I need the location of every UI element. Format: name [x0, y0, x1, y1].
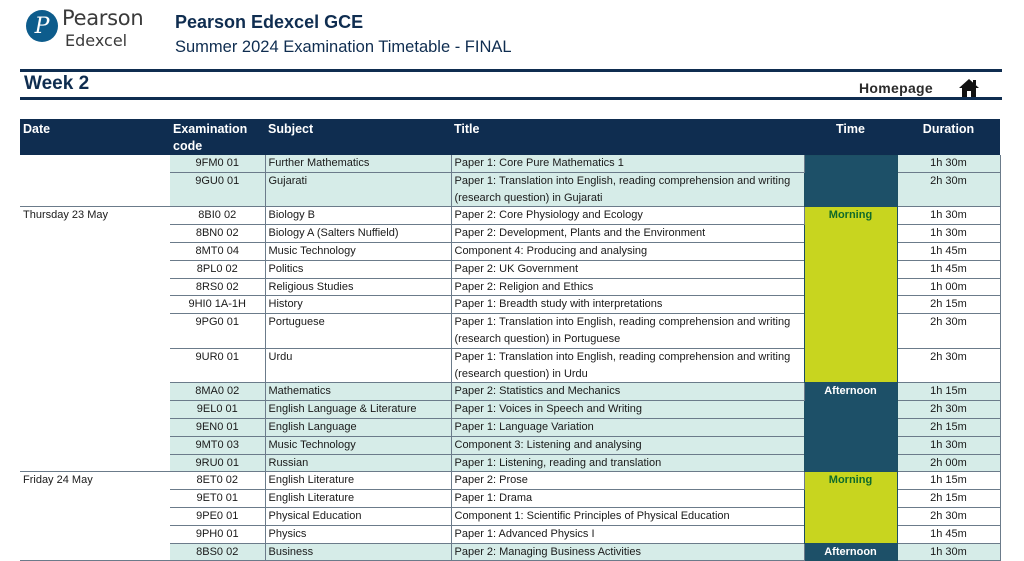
duration-cell: 2h 30m [897, 348, 1000, 383]
duration-cell: 2h 30m [897, 401, 1000, 419]
logo-line2: Edexcel [65, 31, 128, 50]
time-cell [804, 155, 897, 207]
exam-code-cell: 9PG0 01 [170, 314, 265, 349]
title-cell: Paper 1: Breadth study with interpretations [451, 296, 804, 314]
title-cell: Paper 1: Advanced Physics I [451, 525, 804, 543]
duration-cell: 1h 30m [897, 155, 1000, 172]
duration-cell: 2h 00m [897, 454, 1000, 472]
exam-code-cell: 9HI0 1A-1H [170, 296, 265, 314]
exam-code-cell: 8MA0 02 [170, 383, 265, 401]
col-header-date: Date [20, 119, 170, 155]
subject-cell: Portuguese [265, 314, 451, 349]
logo-line1: Pearson [62, 6, 144, 30]
subject-cell: Gujarati [265, 172, 451, 207]
exam-code-cell: 8BN0 02 [170, 225, 265, 243]
exam-code-cell: 9MT0 03 [170, 436, 265, 454]
col-header-title: Title [451, 119, 804, 155]
subject-cell: Religious Studies [265, 278, 451, 296]
duration-cell: 1h 30m [897, 207, 1000, 225]
subject-cell: Mathematics [265, 383, 451, 401]
duration-cell: 2h 15m [897, 296, 1000, 314]
exam-code-cell: 9FM0 01 [170, 155, 265, 172]
title-cell: Paper 1: Translation into English, reading comprehension and writing (research question) in Gujarati [451, 172, 804, 207]
duration-cell: 1h 00m [897, 278, 1000, 296]
title-cell: Paper 1: Listening, reading and translation [451, 454, 804, 472]
subject-cell: Biology B [265, 207, 451, 225]
subject-cell: English Language & Literature [265, 401, 451, 419]
time-cell: Afternoon [804, 543, 897, 561]
duration-cell: 2h 15m [897, 418, 1000, 436]
table-header-row [20, 119, 1000, 155]
subject-cell: English Literature [265, 472, 451, 490]
timetable [20, 119, 1001, 561]
title-cell: Paper 2: Development, Plants and the Environment [451, 225, 804, 243]
home-icon[interactable] [958, 78, 980, 98]
title-cell: Component 1: Scientific Principles of Physical Education [451, 507, 804, 525]
week-heading: Week 2 [24, 73, 90, 94]
duration-cell: 2h 30m [897, 507, 1000, 525]
exam-code-cell: 9EL0 01 [170, 401, 265, 419]
time-cell: Morning [804, 472, 897, 543]
header-rule-top [20, 69, 1002, 72]
exam-code-cell: 9PH0 01 [170, 525, 265, 543]
duration-cell: 1h 15m [897, 383, 1000, 401]
exam-code-cell: 9RU0 01 [170, 454, 265, 472]
exam-code-cell: 9PE0 01 [170, 507, 265, 525]
col-header-time: Time [804, 119, 897, 155]
col-header-code: Examination code [170, 119, 265, 155]
subject-cell: Biology A (Salters Nuffield) [265, 225, 451, 243]
subject-cell: Further Mathematics [265, 155, 451, 172]
title-cell: Paper 1: Translation into English, reading comprehension and writing (research question) in Urdu [451, 348, 804, 383]
exam-code-cell: 9ET0 01 [170, 490, 265, 508]
subject-cell: Physical Education [265, 507, 451, 525]
duration-cell: 1h 15m [897, 472, 1000, 490]
subject-cell: Russian [265, 454, 451, 472]
title-cell: Paper 1: Core Pure Mathematics 1 [451, 155, 804, 172]
subject-cell: Politics [265, 260, 451, 278]
time-cell: Afternoon [804, 383, 897, 472]
duration-cell: 1h 45m [897, 525, 1000, 543]
title-cell: Paper 2: Prose [451, 472, 804, 490]
exam-code-cell: 8ET0 02 [170, 472, 265, 490]
subject-cell: Music Technology [265, 242, 451, 260]
timetable-body [20, 155, 1000, 561]
title-cell: Paper 1: Translation into English, reading comprehension and writing (research question) in Portuguese [451, 314, 804, 349]
col-header-duration: Duration [897, 119, 1000, 155]
exam-code-cell: 8RS0 02 [170, 278, 265, 296]
document-subtitle: Summer 2024 Examination Timetable - FINAL [175, 38, 512, 56]
pearson-logo-icon: P [26, 10, 58, 42]
exam-code-cell: 8PL0 02 [170, 260, 265, 278]
title-cell: Paper 2: Core Physiology and Ecology [451, 207, 804, 225]
table-row [20, 207, 1000, 225]
title-cell: Paper 2: Managing Business Activities [451, 543, 804, 561]
title-cell: Component 3: Listening and analysing [451, 436, 804, 454]
exam-code-cell: 9GU0 01 [170, 172, 265, 207]
title-cell: Paper 1: Drama [451, 490, 804, 508]
table-row [20, 155, 1000, 172]
duration-cell: 1h 30m [897, 543, 1000, 561]
subject-cell: Urdu [265, 348, 451, 383]
document-title: Pearson Edexcel GCE [175, 12, 364, 32]
header-rule-bottom [20, 97, 1002, 100]
duration-cell: 1h 30m [897, 436, 1000, 454]
duration-cell: 2h 30m [897, 172, 1000, 207]
exam-code-cell: 9UR0 01 [170, 348, 265, 383]
title-cell: Paper 2: Statistics and Mechanics [451, 383, 804, 401]
exam-code-cell: 8BS0 02 [170, 543, 265, 561]
exam-code-cell: 8MT0 04 [170, 242, 265, 260]
date-cell [20, 155, 170, 207]
duration-cell: 1h 45m [897, 242, 1000, 260]
subject-cell: Music Technology [265, 436, 451, 454]
pearson-logo [26, 8, 143, 49]
date-cell: Thursday 23 May [20, 207, 170, 472]
duration-cell: 1h 45m [897, 260, 1000, 278]
title-cell: Paper 1: Language Variation [451, 418, 804, 436]
col-header-subject: Subject [265, 119, 451, 155]
subject-cell: English Literature [265, 490, 451, 508]
subject-cell: Physics [265, 525, 451, 543]
table-row [20, 472, 1000, 490]
subject-cell: English Language [265, 418, 451, 436]
time-cell: Morning [804, 207, 897, 383]
exam-code-cell: 9EN0 01 [170, 418, 265, 436]
date-cell: Friday 24 May [20, 472, 170, 561]
homepage-link[interactable]: Homepage [859, 80, 933, 96]
subject-cell: History [265, 296, 451, 314]
title-cell: Component 4: Producing and analysing [451, 242, 804, 260]
duration-cell: 2h 30m [897, 314, 1000, 349]
title-cell: Paper 1: Voices in Speech and Writing [451, 401, 804, 419]
duration-cell: 2h 15m [897, 490, 1000, 508]
title-cell: Paper 2: UK Government [451, 260, 804, 278]
title-cell: Paper 2: Religion and Ethics [451, 278, 804, 296]
subject-cell: Business [265, 543, 451, 561]
duration-cell: 1h 30m [897, 225, 1000, 243]
exam-code-cell: 8BI0 02 [170, 207, 265, 225]
